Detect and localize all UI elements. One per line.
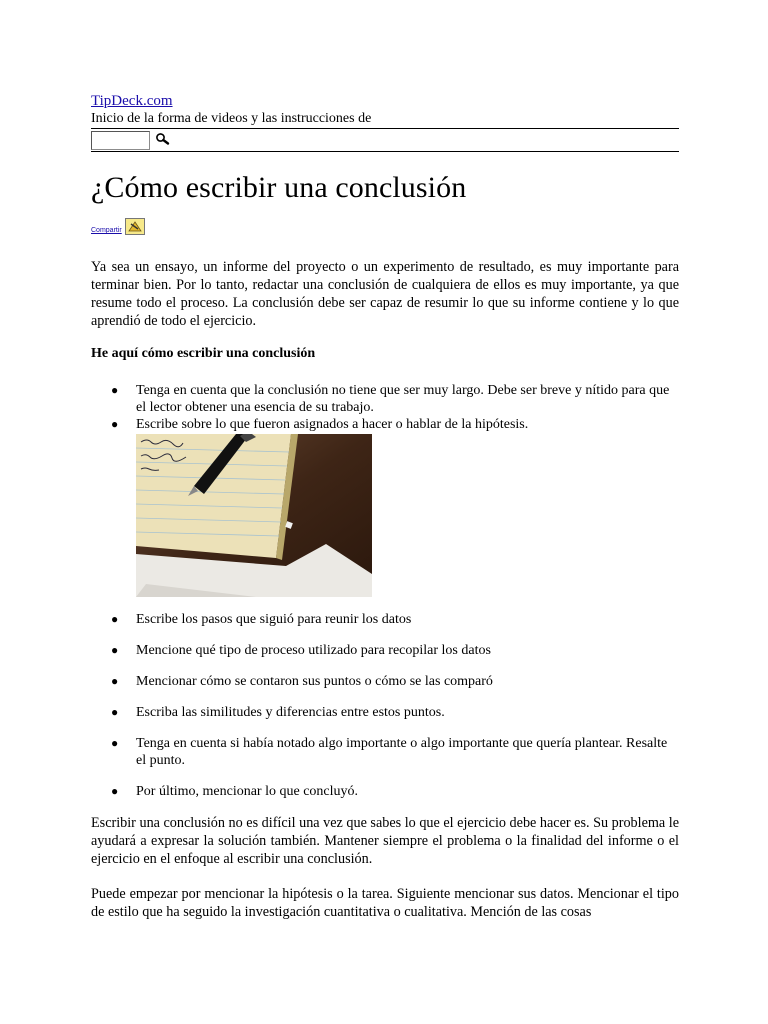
search-button[interactable] xyxy=(154,132,172,148)
search-icon xyxy=(155,132,171,146)
bullet-icon: ● xyxy=(111,612,119,626)
search-bar xyxy=(91,128,679,152)
bullet-icon: ● xyxy=(111,417,119,431)
notebook-pen-photo xyxy=(136,434,372,597)
bullet-icon: ● xyxy=(111,643,119,657)
final-paragraph: Puede empezar por mencionar la hipótesis o la tarea. Siguiente mencionar sus datos. Mencionar el tipo de estilo que ha seguido la investigación cuantitativa o cualitativa. Mención de las cosas xyxy=(91,886,679,920)
list-item: ● Escribe sobre lo que fueron asignados a hacer o hablar de la hipótesis. xyxy=(111,417,529,432)
closing-paragraph: Escribir una conclusión no es difícil una vez que sabes lo que el ejercicio debe hacer es. Su problema le ayudará a expresar la solución también. Mantener siempre el problema o la finalidad del informe o el ejercicio en el enfoque al escribir una conclusión. xyxy=(91,815,679,867)
bullet-icon: ● xyxy=(111,705,119,719)
list-item: ● Mencionar cómo se contaron sus puntos o cómo se las comparó xyxy=(111,674,493,689)
list-item: ● Escriba las similitudes y diferencias entre estos puntos. xyxy=(111,705,445,720)
bullet-icon: ● xyxy=(111,736,119,750)
article-content xyxy=(91,92,679,921)
search-input[interactable] xyxy=(91,131,150,150)
site-link[interactable]: TipDeck.com xyxy=(91,93,173,109)
site-tagline: Inicio de la forma de videos y las instrucciones de xyxy=(91,111,372,126)
section-heading: He aquí cómo escribir una conclusión xyxy=(91,346,316,361)
list-item: ● Por último, mencionar lo que concluyó. xyxy=(111,784,359,799)
list-item: ● Mencione qué tipo de proceso utilizado para recopilar los datos xyxy=(111,643,491,658)
share-row xyxy=(91,218,679,238)
list-item: ● Escribe los pasos que siguió para reunir los datos xyxy=(111,612,412,627)
steps-list-1 xyxy=(91,382,679,433)
bullet-icon: ● xyxy=(111,674,119,688)
intro-paragraph: Ya sea un ensayo, un informe del proyecto o un experimento de resultado, es muy importante para terminar bien. Por lo tanto, redactar una conclusión de cualquiera de ellos es muy importante, ya que resume todo el proceso. La conclusión debe ser capaz de resumir lo que su informe contiene y lo que aprendió de todo el ejercicio. xyxy=(91,259,679,329)
list-item: ● Tenga en cuenta que la conclusión no tiene que ser muy largo. Debe ser breve y nítido para que el lector obtener una esencia de su trabajo. xyxy=(111,383,670,415)
share-link[interactable]: Compartir xyxy=(91,227,122,234)
share-icon[interactable] xyxy=(125,218,145,235)
list-item: ● Tenga en cuenta si había notado algo importante o algo importante que quería plantear. Resalte el punto. xyxy=(111,736,668,768)
steps-list-2 xyxy=(91,611,679,800)
bullet-icon: ● xyxy=(111,383,119,397)
bullet-icon: ● xyxy=(111,784,119,798)
page-title: ¿Cómo escribir una conclusión xyxy=(91,171,467,204)
